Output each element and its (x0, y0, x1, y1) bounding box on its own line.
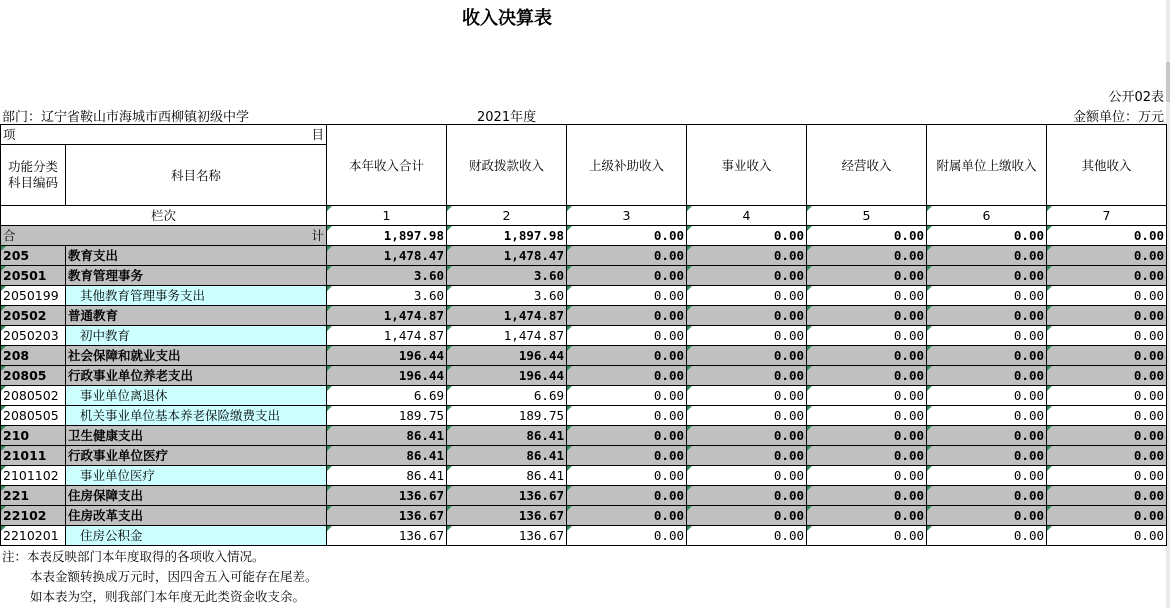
notes (2, 547, 318, 607)
row-value: 0.00 (687, 266, 807, 286)
table-row (1, 446, 1167, 466)
row-value: 0.00 (567, 246, 687, 266)
table-row (1, 506, 1167, 526)
row-value: 0.00 (807, 266, 927, 286)
row-value: 0.00 (1047, 506, 1167, 526)
row-code: 2050199 (1, 286, 66, 306)
row-value: 0.00 (927, 446, 1047, 466)
table-row (1, 246, 1167, 266)
row-code: 2210201 (1, 526, 66, 546)
header-mu: 目 (311, 126, 324, 142)
row-value: 0.00 (1047, 306, 1167, 326)
col-number-4: 4 (687, 206, 807, 226)
row-code: 20502 (1, 306, 66, 326)
row-value: 196.44 (327, 346, 447, 366)
row-value: 136.67 (447, 526, 567, 546)
row-value: 0.00 (927, 406, 1047, 426)
table-row (1, 286, 1167, 306)
col-number-2: 2 (447, 206, 567, 226)
row-value: 0.00 (807, 346, 927, 366)
total-cell: 0.00 (687, 226, 807, 246)
row-subject-name: 住房改革支出 (66, 506, 327, 526)
row-value: 136.67 (327, 486, 447, 506)
row-value: 0.00 (567, 346, 687, 366)
row-value: 0.00 (687, 486, 807, 506)
row-value: 0.00 (1047, 406, 1167, 426)
row-value: 0.00 (1047, 366, 1167, 386)
row-value: 0.00 (567, 326, 687, 346)
row-value: 86.41 (327, 446, 447, 466)
row-value: 1,478.47 (327, 246, 447, 266)
page-title: 收入决算表 (462, 8, 552, 29)
total-row (1, 226, 1167, 246)
col-number-6: 6 (927, 206, 1047, 226)
row-value: 0.00 (927, 326, 1047, 346)
row-subject-name: 住房保障支出 (66, 486, 327, 506)
row-value: 0.00 (1047, 346, 1167, 366)
row-code: 20501 (1, 266, 66, 286)
row-value: 136.67 (327, 526, 447, 546)
row-value: 0.00 (687, 386, 807, 406)
row-subject-name: 住房公积金 (66, 526, 327, 546)
row-value: 0.00 (807, 366, 927, 386)
row-value: 0.00 (567, 486, 687, 506)
row-value: 86.41 (447, 446, 567, 466)
row-value: 3.60 (327, 286, 447, 306)
row-value: 0.00 (567, 426, 687, 446)
total-cell: 0.00 (1047, 226, 1167, 246)
row-value: 0.00 (1047, 426, 1167, 446)
row-value: 0.00 (807, 446, 927, 466)
row-value: 0.00 (567, 386, 687, 406)
row-value: 0.00 (1047, 386, 1167, 406)
col-number-5: 5 (807, 206, 927, 226)
row-value: 86.41 (327, 466, 447, 486)
row-value: 0.00 (687, 246, 807, 266)
header-xiang: 项 (3, 126, 16, 142)
row-value: 0.00 (687, 446, 807, 466)
col-number-1: 1 (327, 206, 447, 226)
row-value: 1,474.87 (447, 326, 567, 346)
row-value: 0.00 (687, 506, 807, 526)
row-subject-name: 其他教育管理事务支出 (66, 286, 327, 306)
row-value: 0.00 (687, 366, 807, 386)
row-value: 0.00 (927, 286, 1047, 306)
row-value: 0.00 (1047, 286, 1167, 306)
total-cell: 0.00 (807, 226, 927, 246)
row-subject-name: 机关事业单位基本养老保险缴费支出 (66, 406, 327, 426)
row-value: 0.00 (567, 506, 687, 526)
row-value: 1,474.87 (327, 306, 447, 326)
row-value: 0.00 (927, 246, 1047, 266)
income-table (0, 124, 1167, 546)
row-value: 0.00 (927, 346, 1047, 366)
row-value: 0.00 (687, 466, 807, 486)
row-value: 0.00 (807, 326, 927, 346)
col-header-2: 财政拨款收入 (447, 125, 567, 206)
row-value: 0.00 (807, 386, 927, 406)
col-number-7: 7 (1047, 206, 1167, 226)
row-subject-name: 普通教育 (66, 306, 327, 326)
row-value: 0.00 (567, 526, 687, 546)
row-value: 86.41 (447, 466, 567, 486)
row-value: 0.00 (927, 466, 1047, 486)
total-label: 合 计 (1, 226, 327, 246)
row-value: 0.00 (687, 346, 807, 366)
row-value: 3.60 (447, 266, 567, 286)
row-value: 0.00 (567, 466, 687, 486)
form-number: 公开02表 (1108, 90, 1164, 105)
table-row (1, 466, 1167, 486)
row-value: 6.69 (327, 386, 447, 406)
note-1: 注：本表反映部门本年度取得的各项收入情况。 (2, 549, 265, 564)
row-value: 0.00 (1047, 246, 1167, 266)
row-value: 196.44 (447, 366, 567, 386)
header-lanci: 栏次 (1, 206, 327, 226)
row-subject-name: 事业单位离退休 (66, 386, 327, 406)
row-subject-name: 教育支出 (66, 246, 327, 266)
row-code: 2080505 (1, 406, 66, 426)
row-value: 0.00 (807, 306, 927, 326)
table-row (1, 526, 1167, 546)
row-value: 0.00 (687, 406, 807, 426)
note-2: 本表金额转换成万元时，因四舍五入可能存在尾差。 (30, 569, 318, 584)
row-value: 1,478.47 (447, 246, 567, 266)
row-value: 0.00 (1047, 486, 1167, 506)
row-value: 0.00 (1047, 266, 1167, 286)
row-value: 0.00 (567, 366, 687, 386)
row-value: 3.60 (327, 266, 447, 286)
row-subject-name: 事业单位医疗 (66, 466, 327, 486)
row-value: 86.41 (447, 426, 567, 446)
row-value: 6.69 (447, 386, 567, 406)
row-value: 0.00 (687, 306, 807, 326)
row-value: 0.00 (927, 366, 1047, 386)
row-value: 0.00 (807, 506, 927, 526)
row-value: 0.00 (927, 486, 1047, 506)
table-row (1, 486, 1167, 506)
row-value: 0.00 (567, 306, 687, 326)
row-value: 1,474.87 (327, 326, 447, 346)
row-value: 86.41 (327, 426, 447, 446)
row-code: 2050203 (1, 326, 66, 346)
row-value: 0.00 (1047, 326, 1167, 346)
row-value: 136.67 (447, 486, 567, 506)
row-value: 0.00 (927, 506, 1047, 526)
total-cell: 0.00 (927, 226, 1047, 246)
fiscal-year: 2021年度 (477, 110, 537, 125)
table-row (1, 386, 1167, 406)
col-header-6: 附属单位上缴收入 (927, 125, 1047, 206)
row-value: 0.00 (567, 406, 687, 426)
row-subject-name: 教育管理事务 (66, 266, 327, 286)
col-header-5: 经营收入 (807, 125, 927, 206)
row-value: 136.67 (327, 506, 447, 526)
row-value: 0.00 (927, 306, 1047, 326)
row-code: 210 (1, 426, 66, 446)
note-3: 如本表为空，则我部门本年度无此类资金收支余。 (30, 589, 306, 604)
row-code: 2080502 (1, 386, 66, 406)
row-code: 221 (1, 486, 66, 506)
total-cell: 1,897.98 (447, 226, 567, 246)
row-value: 0.00 (807, 406, 927, 426)
row-value: 3.60 (447, 286, 567, 306)
row-value: 1,474.87 (447, 306, 567, 326)
row-value: 0.00 (807, 246, 927, 266)
row-value: 196.44 (327, 366, 447, 386)
row-value: 189.75 (327, 406, 447, 426)
row-code: 2101102 (1, 466, 66, 486)
department-label: 部门：辽宁省鞍山市海城市西柳镇初级中学 (2, 110, 250, 125)
row-code: 205 (1, 246, 66, 266)
table-row (1, 426, 1167, 446)
row-value: 0.00 (567, 286, 687, 306)
row-value: 0.00 (927, 266, 1047, 286)
row-value: 0.00 (1047, 526, 1167, 546)
col-header-7: 其他收入 (1047, 125, 1167, 206)
row-value: 0.00 (807, 466, 927, 486)
row-subject-name: 行政事业单位医疗 (66, 446, 327, 466)
row-value: 0.00 (807, 526, 927, 546)
row-value: 0.00 (1047, 466, 1167, 486)
row-subject-name: 卫生健康支出 (66, 426, 327, 446)
row-value: 189.75 (447, 406, 567, 426)
row-value: 0.00 (927, 426, 1047, 446)
row-value: 0.00 (687, 526, 807, 546)
row-code: 20805 (1, 366, 66, 386)
col-header-3: 上级补助收入 (567, 125, 687, 206)
row-value: 0.00 (927, 526, 1047, 546)
row-subject-name: 社会保障和就业支出 (66, 346, 327, 366)
row-value: 0.00 (687, 426, 807, 446)
row-value: 0.00 (1047, 446, 1167, 466)
row-value: 0.00 (567, 266, 687, 286)
header-func-code: 功能分类科目编码 (1, 145, 66, 206)
col-header-1: 本年收入合计 (327, 125, 447, 206)
row-value: 0.00 (687, 326, 807, 346)
row-value: 0.00 (807, 486, 927, 506)
table-row (1, 306, 1167, 326)
row-value: 0.00 (567, 446, 687, 466)
table-row (1, 326, 1167, 346)
total-cell: 1,897.98 (327, 226, 447, 246)
table-row (1, 366, 1167, 386)
row-code: 21011 (1, 446, 66, 466)
table-row (1, 346, 1167, 366)
total-cell: 0.00 (567, 226, 687, 246)
row-code: 22102 (1, 506, 66, 526)
row-value: 136.67 (447, 506, 567, 526)
table-row (1, 266, 1167, 286)
amount-unit: 金额单位：万元 (1072, 110, 1164, 125)
header-xiangmu (1, 125, 327, 145)
scrollbar-thumb[interactable] (1166, 62, 1170, 102)
row-subject-name: 初中教育 (66, 326, 327, 346)
col-number-3: 3 (567, 206, 687, 226)
row-value: 0.00 (687, 286, 807, 306)
row-subject-name: 行政事业单位养老支出 (66, 366, 327, 386)
row-value: 0.00 (807, 286, 927, 306)
row-code: 208 (1, 346, 66, 366)
header-subject-name: 科目名称 (66, 145, 327, 206)
row-value: 196.44 (447, 346, 567, 366)
row-value: 0.00 (927, 386, 1047, 406)
col-header-4: 事业收入 (687, 125, 807, 206)
table-row (1, 406, 1167, 426)
row-value: 0.00 (807, 426, 927, 446)
